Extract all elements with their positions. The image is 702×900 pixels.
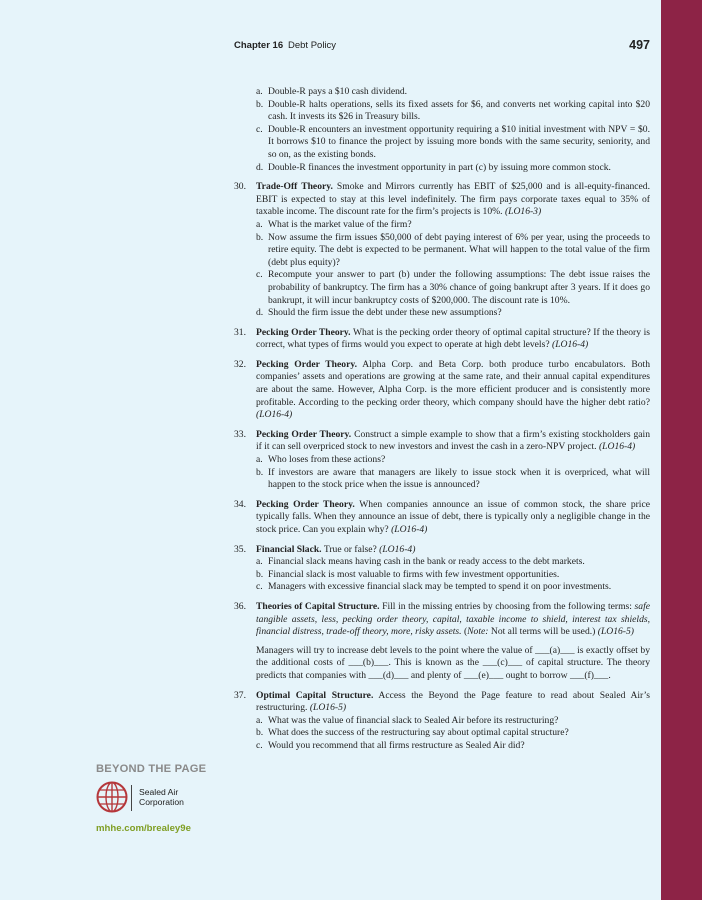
problem-number: 33. [234,428,246,440]
item-letter: a. [256,556,263,568]
list-item [256,269,650,307]
blank-b: ___(b)___ [348,657,389,669]
item-letter: a. [256,714,263,726]
problem-body [256,327,650,352]
problem-text: Access the Beyond the Page feature to read about Sealed Air’s restructuring. [256,689,650,714]
item-text: Recompute your answer to part (b) under the following assumptions: The debt issue raises the probability of bankruptcy. The firm has a 30% chance of going bankrupt after 3 years. If it does go bankrupt, it will incur bankruptcy costs of $200,000. The discount rate is 10%. [268,269,650,306]
item-text: What is the market value of the firm? [268,218,412,230]
sealed-air-logo [96,781,216,815]
logo-line-1: Sealed Air [139,787,179,797]
chapter-label: Chapter 16 [234,40,284,51]
list-item [256,581,650,594]
term-list: safe tangible assets, less, pecking order theory, capital, taxable income to shield, interest tax shields, financial distress, trade-off theory, more, risky assets. [256,600,651,638]
page-header [234,38,650,54]
problem-32 [234,359,650,422]
problem-title: Trade-Off Theory. [256,181,333,193]
item-letter: b. [256,231,264,243]
page-edge-band [661,0,702,900]
item-letter: a. [256,218,263,230]
list-item [256,715,650,728]
blank-c: ___(c)___ [482,657,523,669]
learning-objective: (LO16-3) [504,206,542,218]
fill-text: ought to borrow [505,669,568,681]
problem-body [256,690,650,715]
item-text: What does the success of the restructuring say about optimal capital structure? [268,727,569,739]
blank-d: ___(d)___ [368,669,409,681]
list-item [234,162,650,175]
list-item [256,569,650,582]
problem-number: 32. [234,358,246,370]
item-text: Financial slack is most valuable to firms with few investment opportunities. [268,568,560,580]
section-title: Debt Policy [288,40,337,51]
fill-text: of capital structure. The theory predicts that companies with [256,657,651,681]
problem-number: 36. [234,600,246,612]
item-letter: a. [256,86,263,97]
sidebar-url-link[interactable]: mhhe.com/brealey9e [96,823,191,834]
item-text: Should the firm issue the debt under these new assumptions? [268,307,502,319]
list-item [256,219,650,232]
item-letter: c. [256,581,263,593]
problem-31 [234,327,650,352]
problem-text: True or false? [323,543,377,555]
learning-objective: (LO16-4) [256,409,293,421]
problem-30 [234,181,650,320]
item-letter: b. [256,98,264,110]
item-letter: c. [256,739,263,751]
problem-36 [234,601,650,683]
problem-body [256,544,650,557]
problem-number: 31. [234,326,246,338]
problem-35 [234,544,650,594]
item-letter: b. [256,466,264,478]
item-letter: d. [256,161,264,173]
learning-objective: (LO16-4) [598,441,636,453]
learning-objective: (LO16-4) [379,543,416,555]
problem-title: Pecking Order Theory. [256,358,357,370]
problem-text: What is the pecking order theory of optimal capital structure? If the theory is correct, what types of firms would you expect to operate at high debt levels? [256,326,650,351]
note-label: Note: [467,626,489,638]
list-item [256,232,650,270]
item-letter: a. [256,454,263,466]
problem-title: Financial Slack. [256,543,322,555]
item-letter: c. [256,269,263,281]
page-number: 497 [629,38,650,52]
problem-title: Pecking Order Theory. [256,498,355,510]
logo-divider [131,785,132,811]
problem-text: Fill in the missing entries by choosing from the following terms: [382,600,632,612]
item-letter: b. [256,568,264,580]
fill-text: . This is known as the [388,657,479,669]
blank-a: ___(a)___ [535,644,575,656]
item-text: Managers with excessive financial slack may be tempted to spend it on poor investments. [268,581,612,593]
list-item [256,556,650,569]
problem-body [256,359,650,422]
list-item [234,86,650,99]
problem-number: 30. [234,181,246,193]
list-item [256,467,650,492]
item-text: Double-R encounters an investment opportunity requiring a $10 initial investment with NPV = $0. It borrows $10 to finance the project by issuing more bonds with the same security, seniority, and so on, as the existing bonds. [268,123,650,160]
list-item [256,740,650,753]
globe-icon [96,781,128,813]
problem-text: When companies announce an issue of common stock, the share price typically falls. When they announce an issue of debt, there is typically only a negligible change in the stock price. Can you explain why? [256,498,650,535]
problem-body [256,601,650,639]
problem-33 [234,429,650,492]
problem-title: Optimal Capital Structure. [256,689,374,701]
problem-text: Alpha Corp. and Beta Corp. both produce turbo encabulators. Both companies’ assets and operations are growing at the same rate, and their annual capital expenditures are about the same. However, Alpha Corp. is the more efficient producer and is consistently more profitable. According to the pecking order theory, which company should have the higher debt ratio? [256,358,650,408]
blank-e: ___(e)___ [463,669,504,681]
fill-in-paragraph [256,645,650,683]
problem-text: Smoke and Mirrors currently has EBIT of $25,000 and is all-equity-financed. EBIT is expected to stay at this level indefinitely. The firm pays corporate taxes equal to 35% of taxable income. The discount rate for the firm’s projects is 10%. [256,181,650,218]
problem-number: 37. [234,689,246,701]
blank-f: ___(f)___ [569,669,609,681]
item-text: Would you recommend that all firms restructure as Sealed Air did? [268,739,525,751]
list-item [256,727,650,740]
problem-title: Theories of Capital Structure. [256,600,380,612]
item-letter: c. [256,123,263,135]
learning-objective: (LO16-5) [309,702,347,714]
note-text: Not all terms will be used.) [490,626,596,638]
item-text: What was the value of financial slack to Sealed Air before its restructuring? [268,714,559,726]
item-text: Financial slack means having cash in the bank or ready access to the debt markets. [268,556,585,568]
problem-37 [234,690,650,753]
item-letter: b. [256,727,264,739]
beyond-the-page-sidebar [96,763,216,834]
problem-list [234,86,650,753]
learning-objective: (LO16-5) [597,626,634,638]
item-text: Double-R halts operations, sells its fixed assets for $6, and converts net working capital into $20 cash. It invests its $26 in Treasury bills. [268,98,650,123]
learning-objective: (LO16-4) [391,524,428,535]
item-text: Who loses from these actions? [268,454,386,466]
fill-text: is exactly offset by the additional costs of [256,644,650,669]
sidebar-title: BEYOND THE PAGE [96,763,207,775]
list-item [256,454,650,467]
list-item [234,124,650,162]
logo-line-2: Corporation [139,797,184,807]
problem-title: Pecking Order Theory. [256,326,351,338]
fill-text: Managers will try to increase debt levels to the point where the value of [256,644,533,656]
note-paren: ( [463,626,468,638]
item-text: If investors are aware that managers are likely to issue stock when it is overpriced, what will happen to the stock price when the issue is announced? [268,466,650,491]
problem-text: Construct a simple example to show that a firm’s existing stockholders gain if it can sell overpriced stock to new investors and invest the cash in a zero-NPV project. [256,428,650,453]
problem-body [256,181,650,219]
problem-number: 35. [234,543,246,555]
problem-body [256,429,650,454]
learning-objective: (LO16-4) [552,339,589,351]
fill-text: . [608,669,611,681]
item-text: Double-R finances the investment opportunity in part (c) by issuing more common stock. [268,161,611,173]
list-item [234,99,650,124]
fill-text: and plenty of [410,669,462,681]
problem-34 [234,499,650,537]
item-text: Now assume the firm issues $50,000 of debt paying interest of 6% per year, using the proceeds to retire equity. The debt is expected to be permanent. What will happen to the total value of the firm (debt plus equity)? [268,231,650,268]
problem-body [256,499,650,537]
problem-number: 34. [234,498,246,510]
item-letter: d. [256,307,264,319]
problem-title: Pecking Order Theory. [256,428,352,440]
list-item [256,307,650,320]
item-text: Double-R pays a $10 cash dividend. [268,86,408,97]
logo-wordmark [139,787,184,807]
